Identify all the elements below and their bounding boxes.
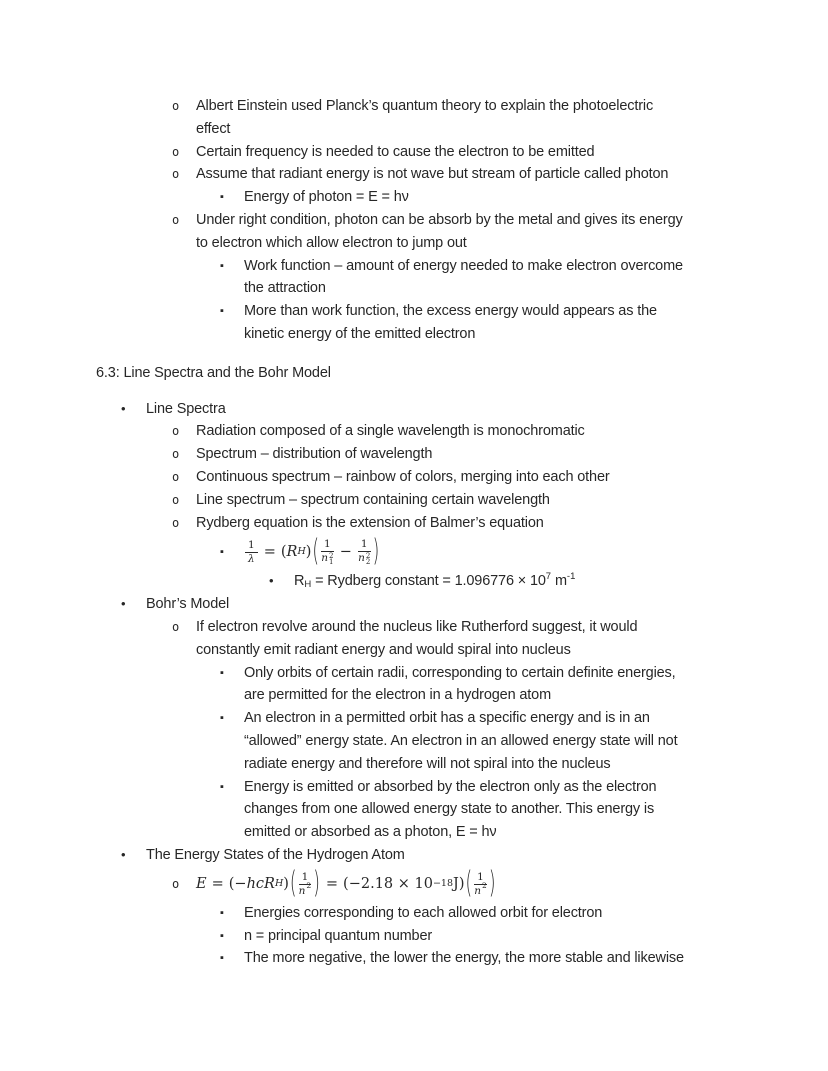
- fraction-one-over-n1sq: 1 n 2 1: [321, 538, 334, 567]
- big-paren-close: ): [372, 533, 380, 570]
- list-item-einstein: [0, 95, 828, 141]
- list-item-frequency: [0, 141, 828, 164]
- bullet-square-icon: ▪: [220, 712, 224, 725]
- bullet-circle-icon: o: [172, 212, 180, 227]
- item-text: [244, 776, 828, 844]
- item-text: [146, 398, 828, 421]
- list-item-spectrum: [0, 443, 828, 466]
- item-text: [146, 844, 828, 867]
- list-item-orbits: [0, 662, 828, 708]
- bullet-square-icon: ▪: [220, 780, 224, 793]
- item-text: [244, 255, 828, 301]
- text-line: More than work function, the excess energy would appears as the: [244, 303, 657, 320]
- bullet-circle-icon: o: [172, 619, 180, 634]
- item-text: [244, 707, 828, 775]
- bullet-square-icon: ▪: [220, 929, 224, 942]
- text-line: Rydberg equation is the extension of Balmer’s equation: [196, 514, 544, 531]
- text-line: An electron in a permitted orbit has a specific energy and is in an: [244, 710, 650, 727]
- bullet-circle-icon: o: [172, 167, 180, 182]
- text-line: The more negative, the lower the energy, the more stable and likewise: [244, 950, 684, 967]
- bullet-circle-icon: o: [172, 424, 180, 439]
- text-line: Assume that radiant energy is not wave but stream of particle called photon: [196, 166, 669, 183]
- item-text: [244, 902, 828, 925]
- text-line: Energy is emitted or absorbed by the electron only as the electron: [244, 778, 657, 795]
- bullet-disc-icon: •: [121, 846, 126, 862]
- text-line: $R_H$ = Rydberg constant = $1.096776 \times 10^7$ $m^{-1}$: [294, 571, 576, 591]
- list-item-more-negative: [0, 947, 828, 970]
- list-item-photon-energy: [0, 186, 828, 209]
- big-paren-close: ): [488, 865, 496, 902]
- text-line: Under right condition, photon can be absorb by the metal and gives its energy: [196, 211, 683, 228]
- bullet-square-icon: ▪: [220, 259, 224, 272]
- text-line: Energy of photon = E = hν: [244, 189, 409, 206]
- list-item-line-spectrum: [0, 489, 828, 512]
- bullet-circle-icon: o: [172, 144, 180, 159]
- bullet-circle-icon: o: [172, 447, 180, 462]
- bullet-circle-icon: o: [172, 515, 180, 530]
- fraction-one-over-n2sq: 1 n 2 2: [358, 538, 371, 567]
- text-line: “allowed” energy state. An electron in an allowed energy state will not: [244, 732, 678, 749]
- energy-equation-row: [0, 865, 828, 902]
- list-item-quantum-number: [0, 925, 828, 948]
- rydberg-equation: $\frac{1}{\lambda}$ = ( R H ) ( 1 n 2 1 − 1 n 2 2 ): [244, 539, 380, 565]
- item-text: [196, 512, 828, 535]
- item-text: [196, 466, 828, 489]
- item-text: [244, 300, 828, 346]
- item-text: [196, 163, 828, 186]
- bullet-square-icon: ▪: [220, 545, 224, 558]
- fraction-one-over-lambda: $\frac{1}{\lambda}$: [245, 540, 258, 565]
- text-line: Spectrum – distribution of wavelength: [196, 446, 433, 463]
- text-line: constantly emit radiant energy and would spiral into nucleus: [196, 641, 571, 658]
- item-text: [146, 593, 828, 616]
- item-text: [196, 420, 828, 443]
- text-line: the attraction: [244, 280, 326, 297]
- item-text: [244, 662, 828, 708]
- text-line: are permitted for the electron in a hydrogen atom: [244, 687, 551, 704]
- list-item-condition: [0, 209, 828, 255]
- list-item-rutherford: [0, 616, 828, 662]
- text-line: Certain frequency is needed to cause the electron to be emitted: [196, 143, 595, 160]
- section-heading: 6.3: Line Spectra and the Bohr Model: [96, 364, 331, 381]
- bullet-circle-icon: o: [172, 492, 180, 507]
- list-item-rydberg-constant: [0, 570, 828, 593]
- bullet-disc-icon: •: [121, 400, 126, 416]
- text-line: radiate energy and therefore will not spiral into the nucleus: [244, 755, 611, 772]
- big-paren-open: (: [465, 865, 473, 902]
- list-item-radiation: [0, 420, 828, 443]
- list-item-continuous-spectrum: [0, 466, 828, 489]
- bullet-square-icon: ▪: [220, 191, 224, 204]
- list-item-assume: [0, 163, 828, 186]
- bullet-circle-icon: o: [172, 876, 180, 891]
- text-line: Radiation composed of a single wavelength is monochromatic: [196, 423, 585, 440]
- text-line: changes from one allowed energy state to another. This energy is: [244, 801, 655, 818]
- list-item-line-spectra: [0, 398, 828, 421]
- item-text: [196, 489, 828, 512]
- text-line: kinetic energy of the emitted electron: [244, 325, 476, 342]
- list-item-energy-states: [0, 844, 828, 867]
- item-text: [196, 209, 828, 255]
- text-line: Work function – amount of energy needed to make electron overcome: [244, 257, 683, 274]
- list-item-work-function: [0, 255, 828, 301]
- big-paren-close: ): [313, 865, 320, 902]
- text-line: Line Spectra: [146, 400, 226, 417]
- text-line: Continuous spectrum – rainbow of colors, merging into each other: [196, 468, 610, 485]
- bullet-circle-icon: o: [172, 99, 180, 113]
- fraction-one-over-nsq: 1 n 2: [298, 870, 312, 897]
- text-line: The Energy States of the Hydrogen Atom: [146, 846, 405, 863]
- energy-equation: E = (− hcR H ) ( 1 n 2 ) = (−2.18 × 10 −18 J) ( 1 n 2 ): [196, 865, 496, 902]
- item-text: [196, 443, 828, 466]
- bullet-disc-icon: •: [269, 573, 274, 589]
- list-item-excess-energy: [0, 300, 828, 346]
- bullet-square-icon: ▪: [220, 666, 224, 679]
- text-line: emitted or absorbed as a photon, E = hν: [244, 824, 497, 841]
- item-text: [244, 947, 828, 970]
- item-text: [196, 95, 828, 141]
- text-line: to electron which allow electron to jump out: [196, 234, 467, 251]
- bullet-square-icon: ▪: [220, 906, 224, 919]
- list-item-energy-change: [0, 776, 828, 844]
- big-paren-open: (: [289, 865, 297, 902]
- list-item-allowed-state: [0, 707, 828, 775]
- item-text: [244, 186, 828, 209]
- bullet-circle-icon: o: [172, 469, 180, 484]
- text-line: If electron revolve around the nucleus like Rutherford suggest, it would: [196, 618, 638, 635]
- text-line: n = principal quantum number: [244, 927, 433, 944]
- list-item-energies: [0, 902, 828, 925]
- text-line: Bohr’s Model: [146, 596, 230, 613]
- fraction-one-over-nsq: 1 n 2: [474, 870, 487, 897]
- list-item-bohrs-model: [0, 593, 828, 616]
- text-line: Line spectrum – spectrum containing certain wavelength: [196, 491, 550, 508]
- bullet-square-icon: ▪: [220, 952, 224, 965]
- item-text: [294, 570, 828, 593]
- rydberg-equation-row: [0, 533, 828, 570]
- text-line: Only orbits of certain radii, corresponding to certain definite energies,: [244, 664, 676, 681]
- bullet-disc-icon: •: [121, 596, 126, 612]
- big-paren-open: (: [312, 533, 320, 570]
- item-text: [196, 616, 828, 662]
- item-text: [196, 141, 828, 164]
- text-line: Albert Einstein used Planck’s quantum theory to explain the photoelectric: [196, 98, 654, 114]
- list-item-rydberg-extension: [0, 512, 828, 535]
- bullet-square-icon: ▪: [220, 305, 224, 318]
- text-line: effect: [196, 120, 231, 137]
- text-line: Energies corresponding to each allowed orbit for electron: [244, 904, 603, 921]
- item-text: [244, 925, 828, 948]
